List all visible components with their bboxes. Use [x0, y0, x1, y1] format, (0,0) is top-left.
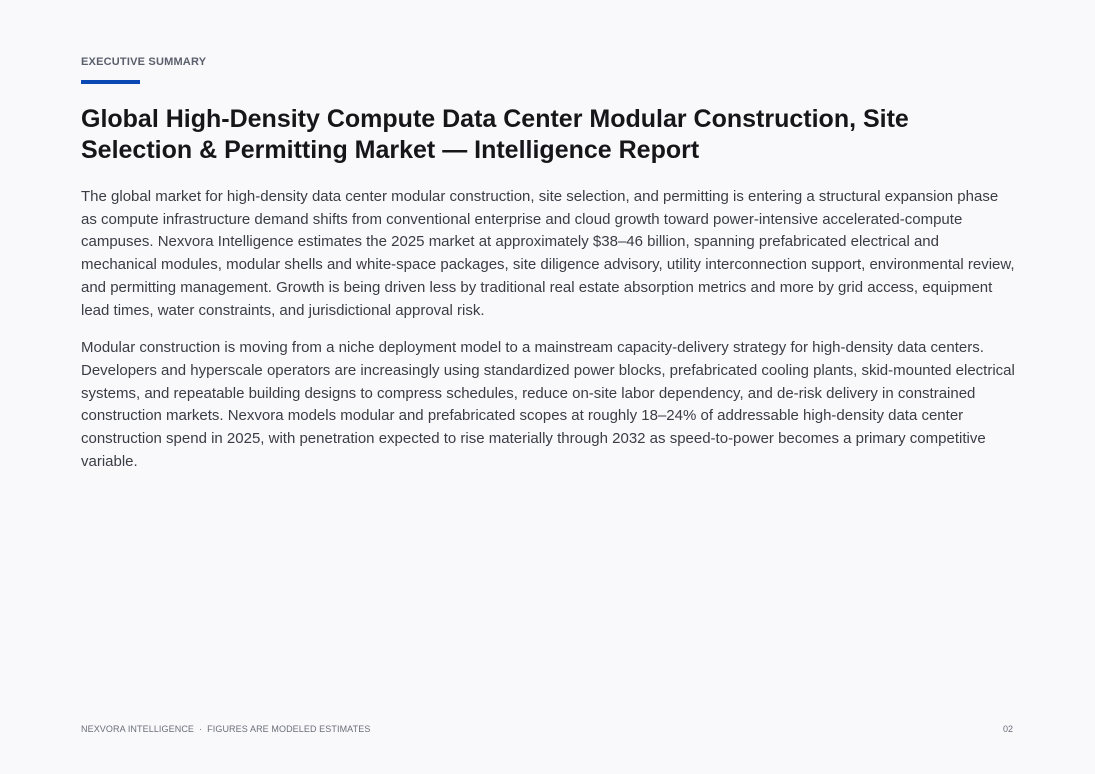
footer-separator: · [199, 724, 203, 734]
page-title: Global High-Density Compute Data Center Modular Construction, Site Selection & Permitting Market — Intelligence Report [81, 105, 909, 164]
summary-paragraph-2: Modular construction is moving from a niche deployment model to a mainstream capacity-delivery strategy for high-density data centers. Developers and hyperscale operators are increasingly using standardized power blocks, prefabricated cooling plants, skid-mounted electrical systems, and repeatable building designs to compress schedules, reduce on-site labor dependency, and de-risk delivery in constrained construction markets. Nexvora models modular and prefabricated scopes at roughly 18–24% of addressable high-density data center construction spend in 2025, with penetration expected to rise materially through 2032 as speed-to-power becomes a primary competitive variable. [81, 339, 1015, 470]
summary-paragraph-1: The global market for high-density data center modular construction, site selection, and permitting is entering a structural expansion phase as compute infrastructure demand shifts from conventional enterprise and cloud growth toward power-intensive accelerated-compute campuses. Nexvora Intelligence estimates the 2025 market at approximately $38–46 billion, spanning prefabricated electrical and mechanical modules, modular shells and white-space packages, site diligence advisory, utility interconnection support, environmental review, and permitting management. Growth is being driven less by traditional real estate absorption metrics and more by grid access, equipment lead times, water constraints, and jurisdictional approval risk. [81, 188, 1015, 319]
summary-body [81, 186, 1016, 488]
page-number: 02 [1003, 724, 1014, 734]
footer-disclaimer: FIGURES ARE MODELED ESTIMATES [207, 724, 371, 734]
accent-bar [81, 80, 140, 84]
footer-brand: NEXVORA INTELLIGENCE [81, 724, 195, 734]
section-label: EXECUTIVE SUMMARY [81, 56, 207, 68]
footer-note [81, 724, 370, 734]
